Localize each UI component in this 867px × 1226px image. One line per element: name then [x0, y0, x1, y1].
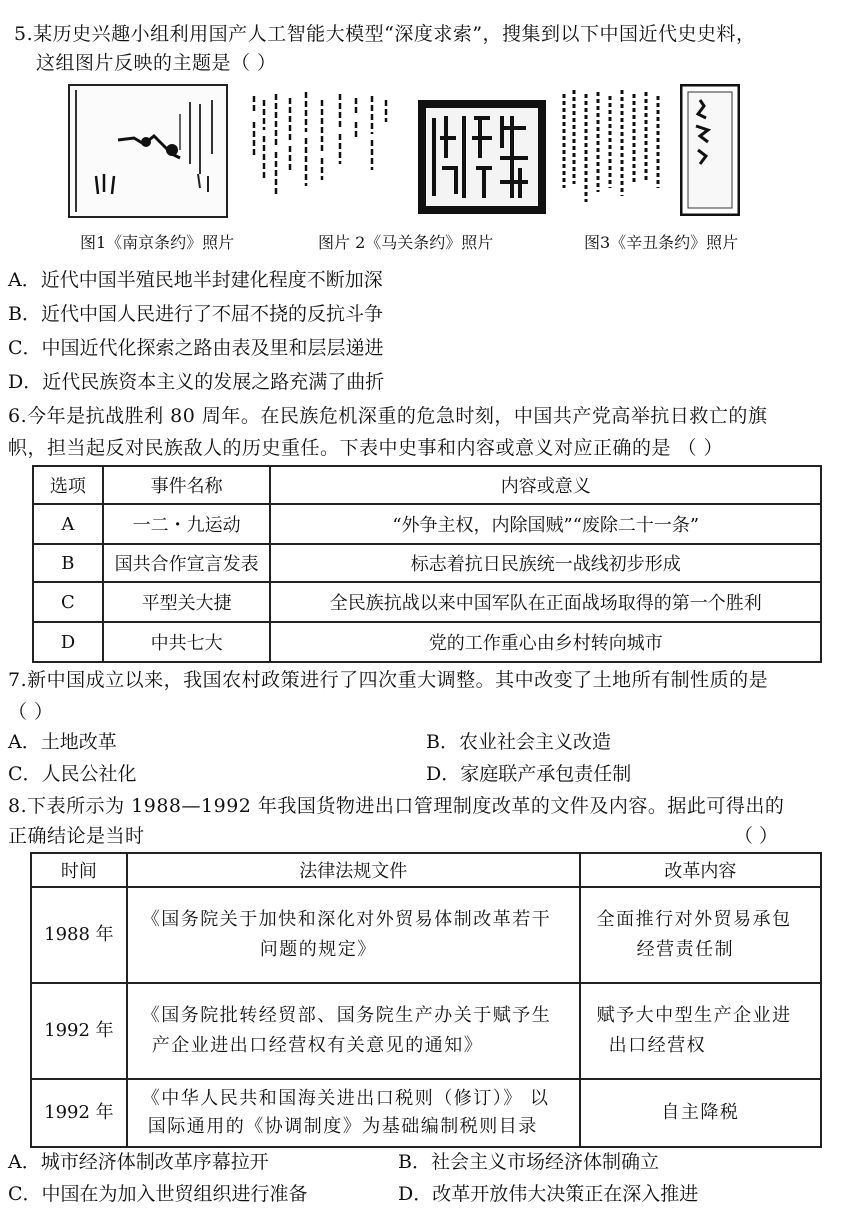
- q6-cell-meaning: 党的工作重心由乡村转向城市: [270, 622, 821, 662]
- q8-header-document: 法律法规文件: [127, 853, 580, 887]
- q7-option-d[interactable]: D．家庭联产承包责任制: [426, 763, 632, 785]
- q6-stem-line1: 6.今年是抗战胜利 80 周年。在民族危机深重的危急时刻，中国共产党高举抗日救亡的旗: [8, 405, 768, 427]
- q8-option-a[interactable]: A．城市经济体制改革序幕拉开: [8, 1151, 269, 1173]
- q6-cell-meaning: 全民族抗战以来中国军队在正面战场取得的第一个胜利: [270, 582, 821, 622]
- q8-reform-line2: 经营责任制: [636, 939, 735, 960]
- q7-option-b[interactable]: B．农业社会主义改造: [426, 731, 611, 753]
- q8-cell-document: [127, 983, 580, 1079]
- q8-option-c[interactable]: C．中国在为加入世贸组织进行准备: [8, 1183, 308, 1205]
- q6-cell-option: B: [33, 544, 103, 582]
- q8-stem-line2: 正确结论是当时: [8, 825, 145, 847]
- table-row: [31, 1079, 821, 1147]
- q8-option-d[interactable]: D．改革开放伟大决策正在深入推进: [398, 1183, 699, 1205]
- q8-cell-time: 1992 年: [31, 983, 127, 1079]
- q6-event-table: [32, 465, 822, 663]
- q8-cell-document: [127, 887, 580, 983]
- table-row: [33, 504, 821, 544]
- q7-stem-line1: 7.新中国成立以来，我国农村政策进行了四次重大调整。其中改变了土地所有制性质的是: [8, 669, 769, 691]
- figure-1-caption: 图1《南京条约》照片: [80, 233, 235, 252]
- table-row: [33, 544, 821, 582]
- q5-option-b[interactable]: B．近代中国人民进行了不屈不挠的反抗斗争: [8, 303, 383, 325]
- q6-cell-option: A: [33, 504, 103, 544]
- q8-document-line1: 《国务院批转经贸部、国务院生产办关于赋予生: [141, 1005, 552, 1026]
- q8-cell-reform: [580, 983, 821, 1079]
- q5-option-a[interactable]: A．近代中国半殖民地半封建化程度不断加深: [8, 269, 383, 291]
- q6-cell-event: 平型关大捷: [103, 582, 271, 622]
- q8-cell-reform: [580, 887, 821, 983]
- q6-cell-meaning: “外争主权，内除国贼”“废除二十一条”: [270, 504, 821, 544]
- q5-stem-line1: 5.某历史兴趣小组利用国产人工智能大模型“深度求索”，搜集到以下中国近代史史料，: [14, 23, 756, 45]
- q7-option-a[interactable]: A．土地改革: [8, 731, 117, 753]
- table-row: [33, 622, 821, 662]
- q8-table-header-row: [31, 853, 821, 887]
- boxer-protocol-photo: [556, 84, 672, 216]
- q8-cell-time: 1988 年: [31, 887, 127, 983]
- q5-stem-line2: 这组图片反映的主题是（ ）: [36, 52, 277, 74]
- q8-stem-line1: 8.下表所示为 1988—1992 年我国货物进出口管理制度改革的文件及内容。据此可得出的: [8, 795, 785, 817]
- table-row: [31, 983, 821, 1079]
- q8-option-b[interactable]: B．社会主义市场经济体制确立: [398, 1151, 659, 1173]
- q6-cell-option: D: [33, 622, 103, 662]
- table-row: [31, 887, 821, 983]
- q6-header-event: 事件名称: [103, 466, 271, 504]
- q8-header-reform: 改革内容: [580, 853, 821, 887]
- q8-reform-line2: 出口经营权: [608, 1035, 707, 1056]
- treaty-cover-photo: [680, 84, 740, 216]
- q8-reform-line1: 赋予大中型生产企业进: [596, 1005, 792, 1026]
- q7-option-c[interactable]: C．人民公社化: [8, 763, 137, 785]
- figure-3-caption: 图3《辛丑条约》照片: [584, 233, 739, 252]
- q8-answer-bracket: （ ）: [734, 825, 779, 847]
- nanjing-treaty-photo: [68, 84, 228, 218]
- q8-document-line2: 国际通用的《协调制度》为基础编制税则目录: [147, 1116, 538, 1137]
- q8-document-line1: 《中华人民共和国海关进出口税则（修订）》 以: [141, 1088, 550, 1109]
- q5-option-c[interactable]: C．中国近代化探索之路由表及里和层层递进: [8, 337, 384, 359]
- q6-cell-event: 中共七大: [103, 622, 271, 662]
- q6-cell-event: 一二・九运动: [103, 504, 271, 544]
- q8-document-line1: 《国务院关于加快和深化对外贸易体制改革若干: [141, 909, 552, 930]
- q8-document-line2: 产企业进出口经营权有关意见的通知》: [151, 1035, 484, 1056]
- q5-option-d[interactable]: D．近代民族资本主义的发展之路充满了曲折: [8, 371, 385, 393]
- q8-cell-reform: 自主降税: [580, 1079, 821, 1147]
- q6-cell-option: C: [33, 582, 103, 622]
- q6-header-meaning: 内容或意义: [270, 466, 821, 504]
- q6-stem-line2: 帜，担当起反对民族敌人的历史重任。下表中史事和内容或意义对应正确的是 （ ）: [8, 437, 724, 459]
- q8-cell-document: [127, 1079, 580, 1147]
- q6-cell-event: 国共合作宣言发表: [103, 544, 271, 582]
- q8-document-line2: 问题的规定》: [259, 939, 377, 960]
- q8-policy-table: [30, 852, 822, 1148]
- q6-header-option: 选项: [33, 466, 103, 504]
- shimonoseki-treaty-photo: [248, 86, 396, 218]
- q7-stem-line2: （ ）: [8, 701, 54, 723]
- q8-reform-line1: 全面推行对外贸易承包: [596, 909, 792, 930]
- q8-header-time: 时间: [31, 853, 127, 887]
- q6-table-header-row: [33, 466, 821, 504]
- table-row: [33, 582, 821, 622]
- figure-2-caption: 图片 2《马关条约》照片: [318, 233, 494, 252]
- seal-stamp-image: [416, 98, 548, 216]
- q6-cell-meaning: 标志着抗日民族统一战线初步形成: [270, 544, 821, 582]
- q8-cell-time: 1992 年: [31, 1079, 127, 1147]
